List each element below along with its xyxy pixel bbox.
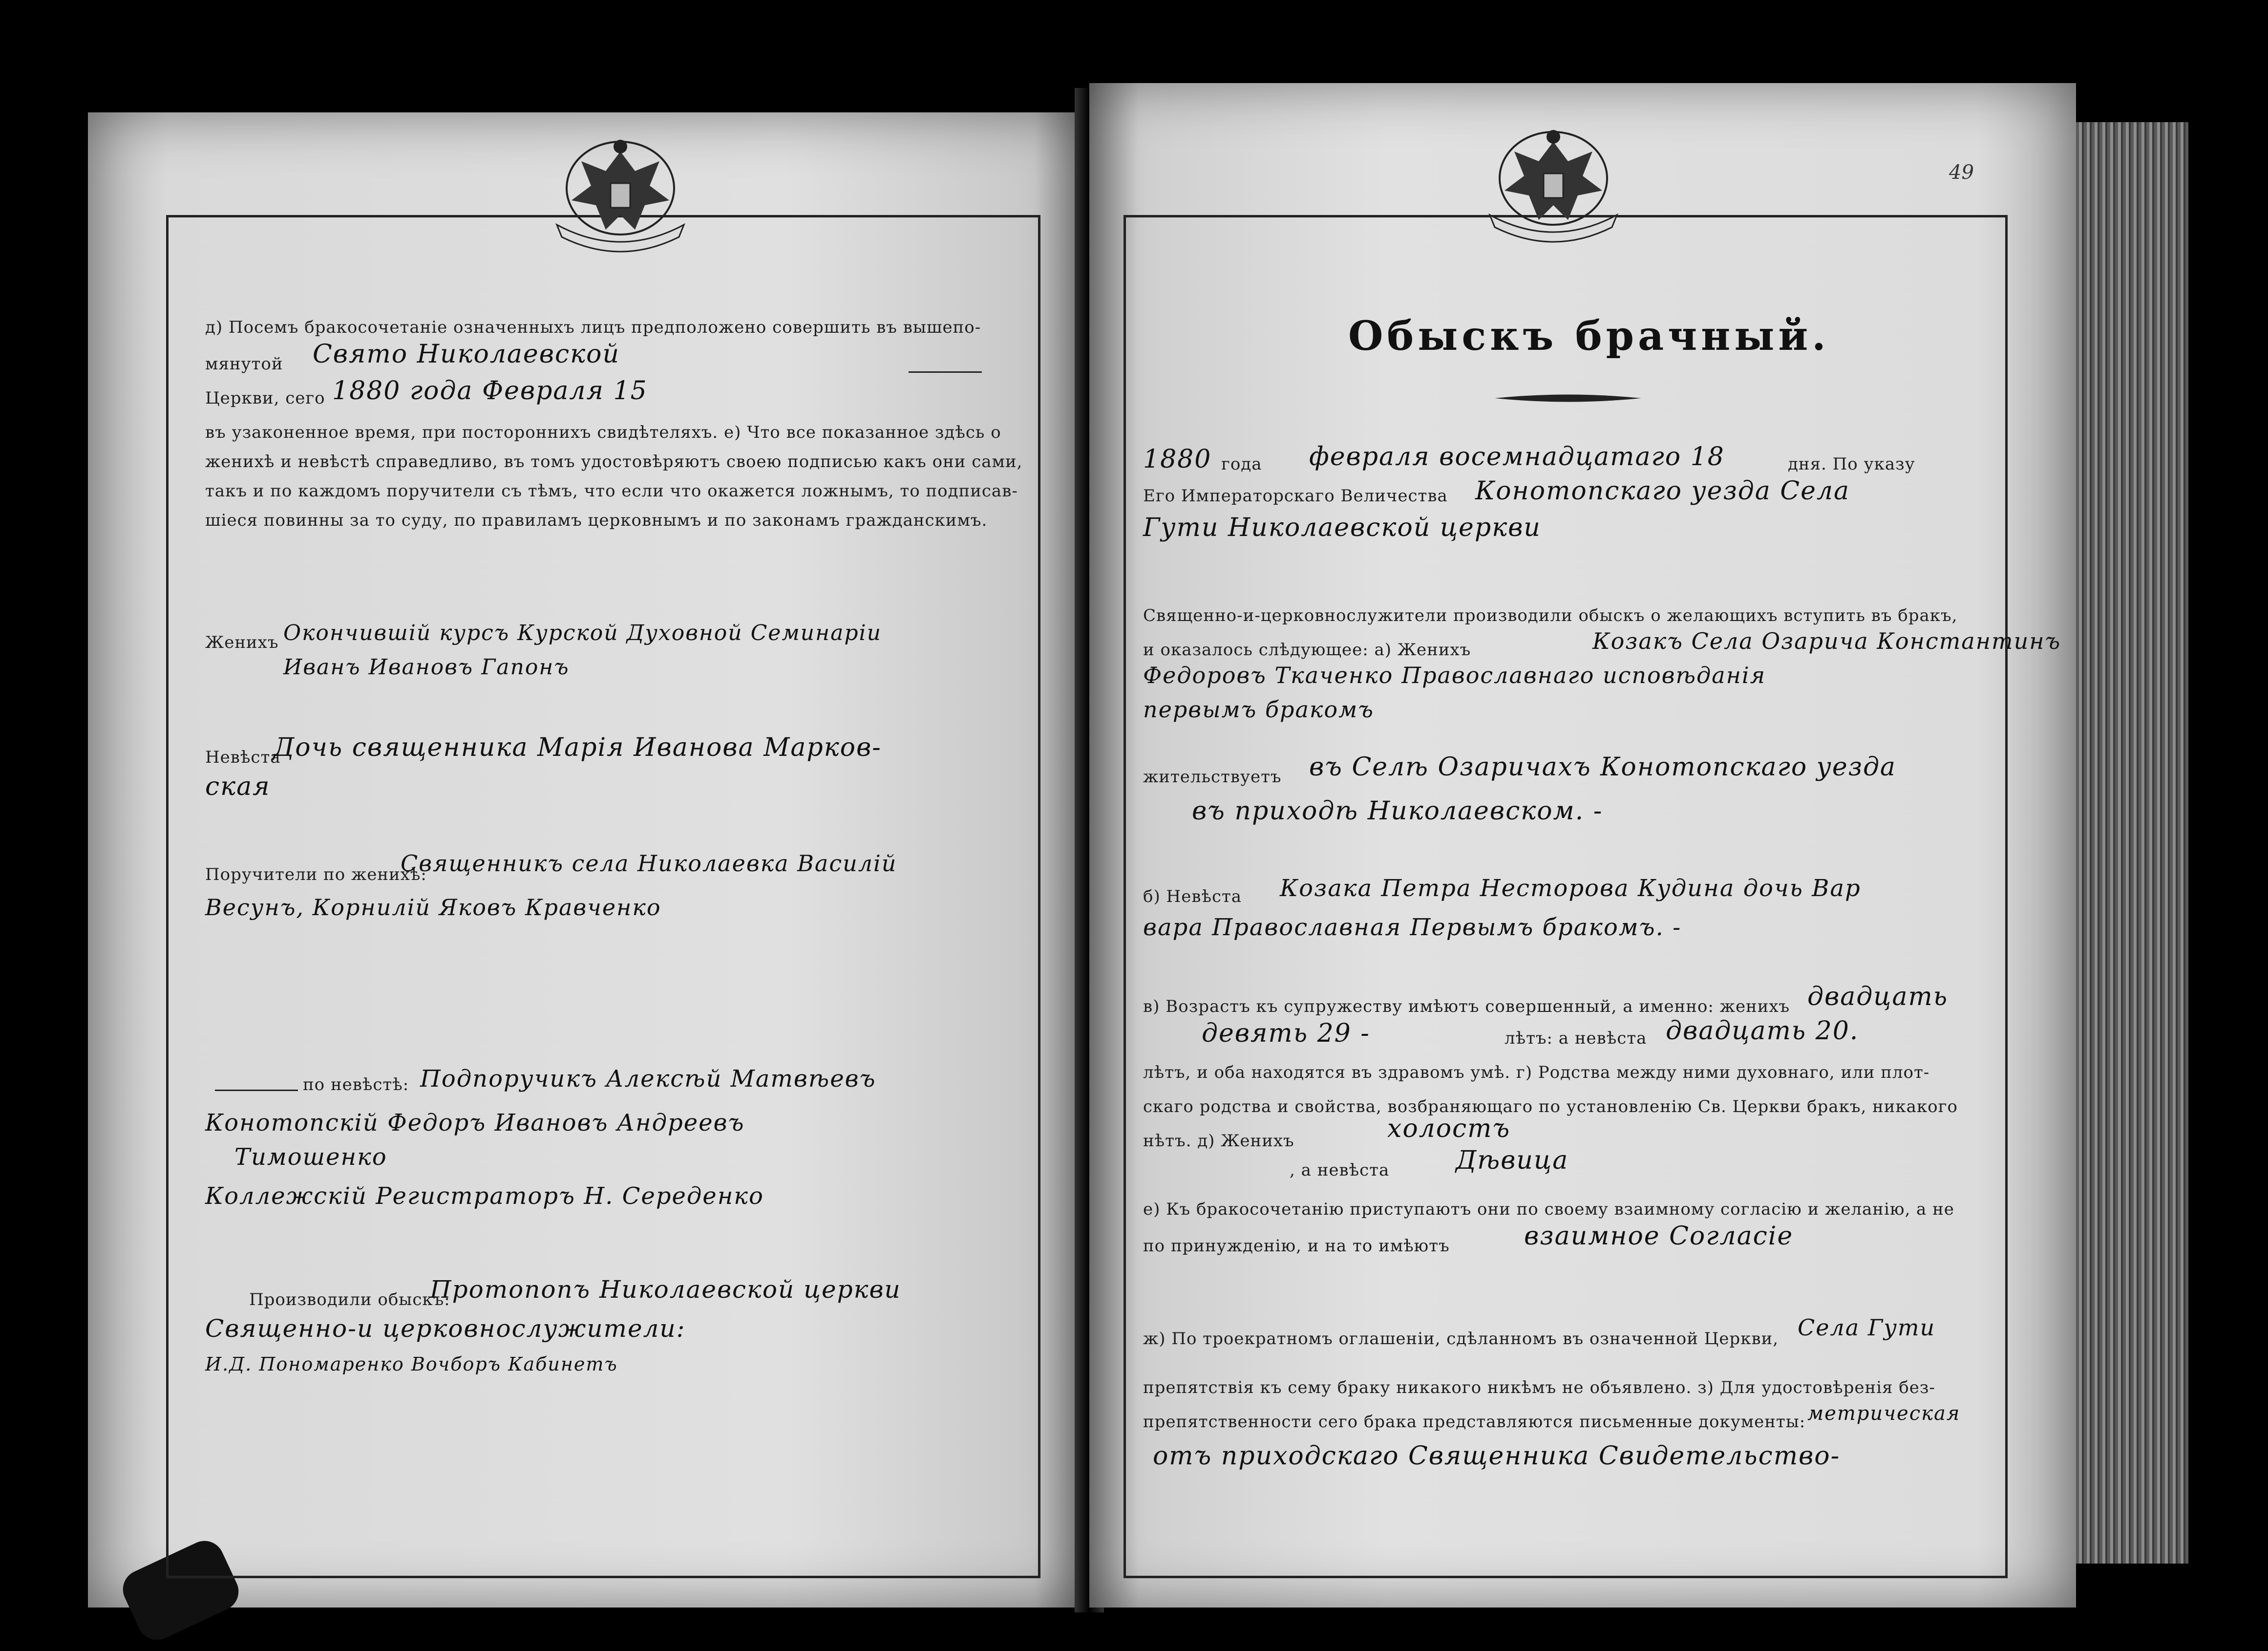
- bride-handwritten-2: вара Православная Первымъ бракомъ. -: [1143, 914, 1682, 941]
- conducted-handwritten-1: Протопопъ Николаевской церкви: [430, 1275, 901, 1304]
- page-number: 49: [1949, 161, 1974, 184]
- bride-label: б) Невѣста: [1143, 887, 1242, 906]
- clause-e-line2: по принужденiю, и на то имѣютъ: [1143, 1236, 1450, 1256]
- groom-sureties-handwritten-1: Священникъ села Николаевка Василiй: [401, 850, 897, 877]
- groom-sureties-label: Поручители по женихѣ:: [205, 865, 427, 884]
- clause-v-line1: в) Возрастъ къ супружеству имѣютъ совершенный, а именно: женихъ: [1143, 997, 1790, 1016]
- document-title: Обыскъ брачный.: [1348, 313, 1830, 360]
- imperial-eagle-emblem-right: [1470, 122, 1636, 249]
- page-stack-edge: [2076, 122, 2188, 1564]
- day-label: дня. По указу: [1788, 454, 1915, 474]
- groom-label: Женихъ: [205, 633, 279, 652]
- groom-handwritten-1: Козакъ Села Озарича Константинъ: [1592, 628, 2061, 654]
- clause-z-line1: ж) По троекратномъ оглашенiи, сдѣланномъ въ означенной Церкви,: [1143, 1329, 1779, 1349]
- clause-a-line2: и оказалось слѣдующее: а) Женихъ: [1143, 640, 1471, 660]
- banns-village-handwritten: Села Гути: [1798, 1314, 1936, 1341]
- clause-d-line7: шiеся повинны за то суду, по правиламъ церковнымъ и по законамъ гражданскимъ.: [205, 511, 988, 530]
- wedding-date-handwritten: 1880 года Февраля 15: [332, 376, 648, 406]
- residence-handwritten-1: въ Селѣ Озаричахъ Конотопскаго уезда: [1309, 752, 1896, 782]
- residence-label: жительствуетъ: [1143, 767, 1282, 787]
- clause-d-line2: мянутой: [205, 354, 283, 374]
- bride-sureties-label: по невѣстѣ:: [303, 1075, 409, 1094]
- title-ornament: [1495, 391, 1641, 406]
- groom-status-handwritten: холостъ: [1387, 1114, 1511, 1143]
- bride-status-handwritten: Дѣвица: [1456, 1146, 1569, 1175]
- majesty-label: Его Императорскаго Величества: [1143, 486, 1448, 506]
- bride-sureties-handwritten-1: Подпоручикъ Алексѣй Матвѣевъ: [420, 1065, 876, 1093]
- year-label: года: [1221, 454, 1262, 474]
- bride-label: Невѣста: [205, 748, 281, 767]
- residence-handwritten-2: въ приходѣ Николаевском. -: [1192, 796, 1603, 826]
- groom-handwritten-1: Окончившiй курсъ Курской Духовной Семинарiи: [283, 621, 882, 645]
- clause-v-line6: , а невѣста: [1290, 1160, 1390, 1180]
- bride-sureties-handwritten-4: Коллежскiй Регистраторъ Н. Середенко: [205, 1182, 764, 1210]
- church-handwritten: Гути Николаевской церкви: [1143, 513, 1541, 542]
- groom-age-words: двадцать: [1807, 982, 1949, 1011]
- bride-sureties-handwritten-2: Конотопскiй Федоръ Ивановъ Андреевъ: [205, 1109, 745, 1136]
- bride-handwritten-2: ская: [205, 772, 271, 801]
- conducted-label: Производили обыскъ:: [249, 1290, 450, 1309]
- imperial-eagle-emblem-left: [537, 132, 703, 259]
- conducted-handwritten-3: И.Д. Пономаренко Вочборъ Кабинетъ: [205, 1353, 618, 1375]
- fill-line: [215, 1090, 298, 1091]
- clause-v-line3: лѣтъ, и оба находятся въ здравомъ умѣ. г) Родства между ними духовнаго, или плот-: [1143, 1063, 1930, 1082]
- groom-handwritten-2: Федоровъ Ткаченко Православнаго исповѣданiя: [1143, 662, 1766, 688]
- clause-z-line2: препятствiя къ сему браку никакого никѣмъ не объявлено. з) Для удостовѣренiя без-: [1143, 1378, 1935, 1397]
- bride-age: двадцать 20.: [1666, 1016, 1859, 1046]
- clause-d-line1: д) Посемъ бракосочетанie означенныхъ лицъ предположено совершить въ вышепо-: [205, 318, 981, 337]
- clause-v-line5: нѣтъ. д) Женихъ: [1143, 1131, 1294, 1151]
- clause-d-line5: женихѣ и невѣстѣ справедливо, въ томъ удостовѣряютъ своею подписью какъ они сами,: [205, 452, 1023, 472]
- conducted-handwritten-2: Священно-и церковнослужители:: [205, 1314, 686, 1343]
- bride-handwritten-1: Козака Петра Несторова Кудина дочь Вар: [1280, 875, 1861, 902]
- year-handwritten: 1880: [1143, 445, 1212, 474]
- documents-handwritten-2: отъ приходскаго Священника Свидетельство-: [1153, 1441, 1841, 1471]
- church-name-handwritten: Свято Николаевской: [313, 340, 620, 369]
- uezd-handwritten: Конотопскаго уезда Села: [1475, 476, 1850, 506]
- month-day-handwritten: февраля восемнадцатаго 18: [1309, 442, 1725, 472]
- clause-v-line4: скаго родства и свойства, возбраняющаго по установленiю Св. Церкви бракъ, никакого: [1143, 1097, 1958, 1116]
- clause-z-line3: препятственности сего брака представляются письменные документы:: [1143, 1412, 1806, 1432]
- clause-d-line6: такъ и по каждомъ поручители съ тѣмъ, что если что окажется ложнымъ, то подписав-: [205, 481, 1018, 501]
- groom-sureties-handwritten-2: Весунъ, Корнилiй Яковъ Кравченко: [205, 894, 661, 921]
- clause-d-line3: Церкви, сего: [205, 388, 325, 408]
- bride-sureties-handwritten-3: Тимошенко: [234, 1143, 387, 1171]
- clause-a-line1: Священно-и-церковнослужители производили обыскъ о желающихъ вступить въ бракъ,: [1143, 606, 1958, 625]
- documents-handwritten-1: метрическая: [1807, 1402, 1961, 1425]
- groom-handwritten-2: Иванъ Ивановъ Гапонъ: [283, 655, 570, 680]
- clause-d-line4: въ узаконенное время, при постороннихъ свидѣтеляхъ. е) Что все показанное здѣсь о: [205, 423, 1001, 442]
- groom-age-number: девять 29 -: [1202, 1019, 1370, 1048]
- clause-v-line2: лѣтъ: а невѣста: [1505, 1029, 1647, 1048]
- clause-e-line1: е) Къ бракосочетанiю приступаютъ они по своему взаимному согласiю и желанiю, а не: [1143, 1200, 1954, 1219]
- bride-handwritten-1: Дочь священника Марiя Иванова Марков-: [274, 733, 882, 762]
- fill-line: [909, 371, 982, 373]
- groom-handwritten-3: первымъ бракомъ: [1143, 696, 1374, 723]
- consent-handwritten: взаимное Согласiе: [1524, 1222, 1794, 1251]
